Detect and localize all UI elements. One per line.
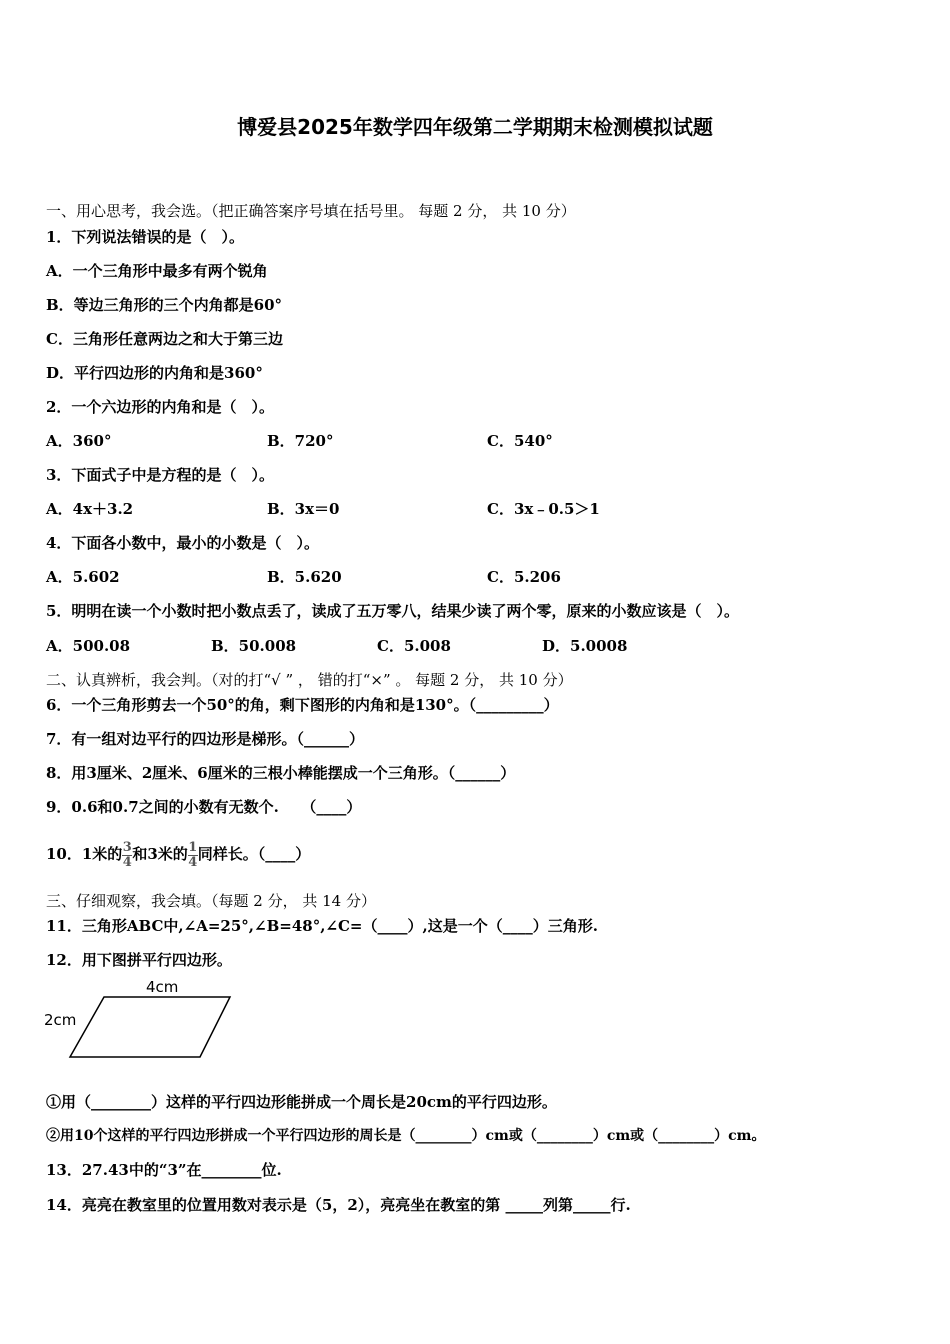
q10-text-3: 同样长。（____） bbox=[197, 845, 311, 863]
parallelogram-figure bbox=[40, 975, 240, 1065]
q5-option-c: C．5.008 bbox=[377, 637, 451, 655]
q7: 7．有一组对边平行的四边形是梯形。（______） bbox=[46, 730, 364, 748]
q8: 8．用3厘米、2厘米、6厘米的三根小棒能摆成一个三角形。（______） bbox=[46, 764, 516, 782]
q3-option-a: A．4x＋3.2 bbox=[46, 500, 134, 518]
q12-sub-2: ②用10个这样的平行四边形拼成一个平行四边形的周长是（________）cm或（________）cm或（________）cm。 bbox=[46, 1128, 766, 1144]
q10 bbox=[46, 836, 310, 872]
q2-option-c: C．540° bbox=[487, 432, 553, 450]
section-1-heading: 一、用心思考，我会选。（把正确答案序号填在括号里。 每题 2 分， 共 10 分） bbox=[46, 202, 576, 220]
q1-option-c: C．三角形任意两边之和大于第三边 bbox=[46, 330, 283, 348]
q1-option-a: A．一个三角形中最多有两个锐角 bbox=[46, 262, 268, 280]
q4-option-a: A．5.602 bbox=[46, 568, 120, 586]
q14: 14．亮亮在教室里的位置用数对表示是（5，2），亮亮坐在教室的第 _____列第_____行. bbox=[46, 1196, 631, 1214]
q10-fraction-2-denominator: 4 bbox=[188, 854, 198, 870]
q3-option-b: B．3x＝0 bbox=[267, 500, 340, 518]
q3-stem: 3．下面式子中是方程的是（ ）。 bbox=[46, 466, 274, 484]
q12-sub-1: ①用（________）这样的平行四边形能拼成一个周长是20cm的平行四边形。 bbox=[46, 1093, 557, 1111]
page-title: 博爱县2025年数学四年级第二学期期末检测模拟试题 bbox=[237, 115, 713, 139]
q4-stem: 4．下面各小数中，最小的小数是（ ）。 bbox=[46, 534, 319, 552]
q10-text-1: 10．1米的 bbox=[46, 845, 123, 863]
q4-option-c: C．5.206 bbox=[487, 568, 561, 586]
q13: 13．27.43中的“3”在________位. bbox=[46, 1161, 282, 1179]
q10-fraction-2-numerator: 1 bbox=[188, 839, 198, 855]
q2-stem: 2．一个六边形的内角和是（ ）。 bbox=[46, 398, 274, 416]
q10-fraction-1 bbox=[122, 841, 132, 870]
q10-fraction-1-denominator: 4 bbox=[122, 854, 132, 870]
q3-option-c: C．3x﹣0.5＞1 bbox=[487, 500, 600, 518]
q5-option-d: D．5.0008 bbox=[542, 637, 628, 655]
q9: 9．0.6和0.7之间的小数有无数个. （____） bbox=[46, 798, 362, 816]
q1-option-d: D．平行四边形的内角和是360° bbox=[46, 364, 263, 382]
q1-option-b: B．等边三角形的三个内角都是60° bbox=[46, 296, 283, 314]
q1-stem: 1．下列说法错误的是（ ）。 bbox=[46, 228, 244, 246]
q10-fraction-2 bbox=[188, 841, 198, 870]
q10-fraction-1-numerator: 3 bbox=[122, 839, 132, 855]
q5-option-b: B．50.008 bbox=[211, 637, 297, 655]
q12-stem: 12．用下图拼平行四边形。 bbox=[46, 951, 232, 969]
q2-option-a: A．360° bbox=[46, 432, 112, 450]
q5-stem: 5．明明在读一个小数时把小数点丢了，读成了五万零八，结果少读了两个零，原来的小数应该是（ ）。 bbox=[46, 602, 739, 620]
section-3-heading: 三、仔细观察，我会填。（每题 2 分， 共 14 分） bbox=[46, 892, 376, 910]
parallelogram-shape bbox=[70, 997, 230, 1057]
q5-option-a: A．500.08 bbox=[46, 637, 131, 655]
q10-text-2: 和3米的 bbox=[132, 845, 188, 863]
section-2-heading: 二、认真辨析，我会判。（对的打“√ ” ， 错的打“×” 。 每题 2 分， 共 10 分） bbox=[46, 671, 573, 689]
parallelogram-top-label: 4cm bbox=[146, 978, 179, 996]
q2-option-b: B．720° bbox=[267, 432, 334, 450]
q6: 6．一个三角形剪去一个50°的角，剩下图形的内角和是130°。（_________） bbox=[46, 696, 559, 714]
q4-option-b: B．5.620 bbox=[267, 568, 342, 586]
q11: 11．三角形ABC中,∠A=25°,∠B=48°,∠C=（____）,这是一个（____）三角形. bbox=[46, 917, 598, 935]
parallelogram-side-label: 2cm bbox=[44, 1011, 77, 1029]
